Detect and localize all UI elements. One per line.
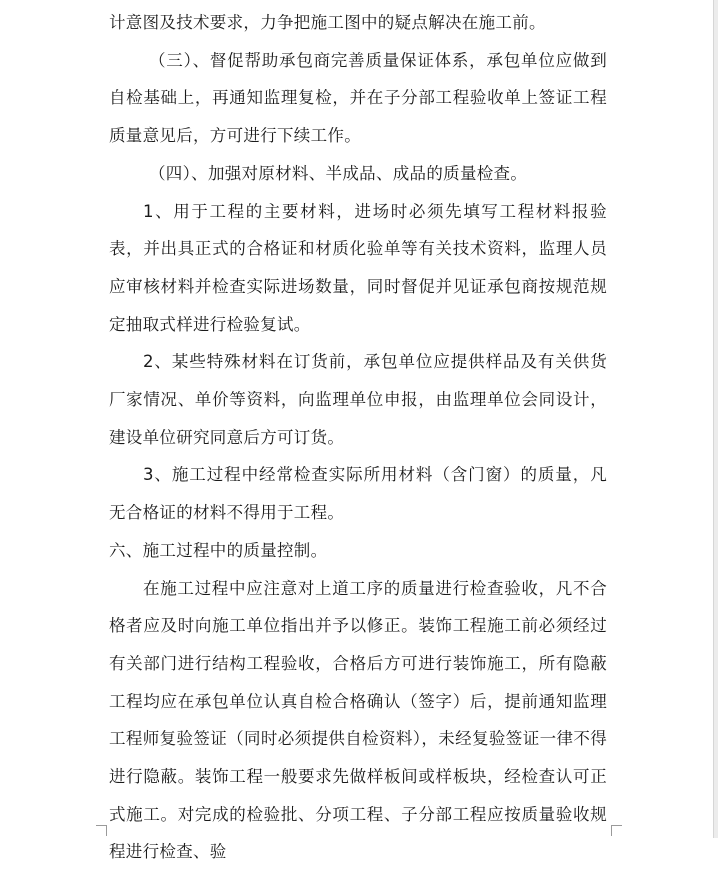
paragraph-item-2: 2、某些特殊材料在订货前，承包单位应提供样品及有关供货厂家情况、单价等资料，向监理单位申报，由监理单位会同设计，建设单位研究同意后方可订货。 [109,352,607,447]
section-heading-6: 六、施工过程中的质量控制。 [109,540,328,560]
paragraph-continuation: 计意图及技术要求，力争把施工图中的疑点解决在施工前。 [109,13,546,32]
paragraph-section-3: （三）、督促帮助承包商完善质量保证体系，承包单位应做到自检基础上，再通知监理复检，并在子分部工程验收单上签证工程质量意见后，方可进行下续工作。 [109,50,607,146]
crop-mark-bottom-left [96,825,107,836]
crop-mark-bottom-right [611,825,622,836]
paragraph-item-3: 3、施工过程中经常检查实际所用材料（含门窗）的质量，凡无合格证的材料不得用于工程。 [109,465,607,523]
document-body [109,4,607,871]
paragraph-section-4: （四）、加强对原材料、半成品、成品的质量检查。 [149,163,528,183]
paragraph-quality-control: 在施工过程中应注意对上道工序的质量进行检查验收，凡不合格者应及时向施工单位指出并予以修正。装饰工程施工前必须经过有关部门进行结构工程验收，合格后方可进行装饰施工，所有隐蔽工程均应在承包单位认真自检合格确认（签字）后，提前通知监理工程师复验签证（同时必须提供自检资料），未经复验签证一律不得进行隐蔽。装饰工程一般要求先做样板间或样板块，经检查认可正式施工。对完成的检验批、分项工程、子分部工程应按质量验收规程进行检查、验 [109,578,607,862]
paragraph-item-1: 1、用于工程的主要材料，进场时必须先填写工程材料报验表，并出具正式的合格证和材质化验单等有关技术资料，监理人员应审核材料并检查实际进场数量，同时督促并见证承包商按规范规定抽取式样进行检验复试。 [109,201,607,334]
page-edge-scrollbar [713,0,718,838]
